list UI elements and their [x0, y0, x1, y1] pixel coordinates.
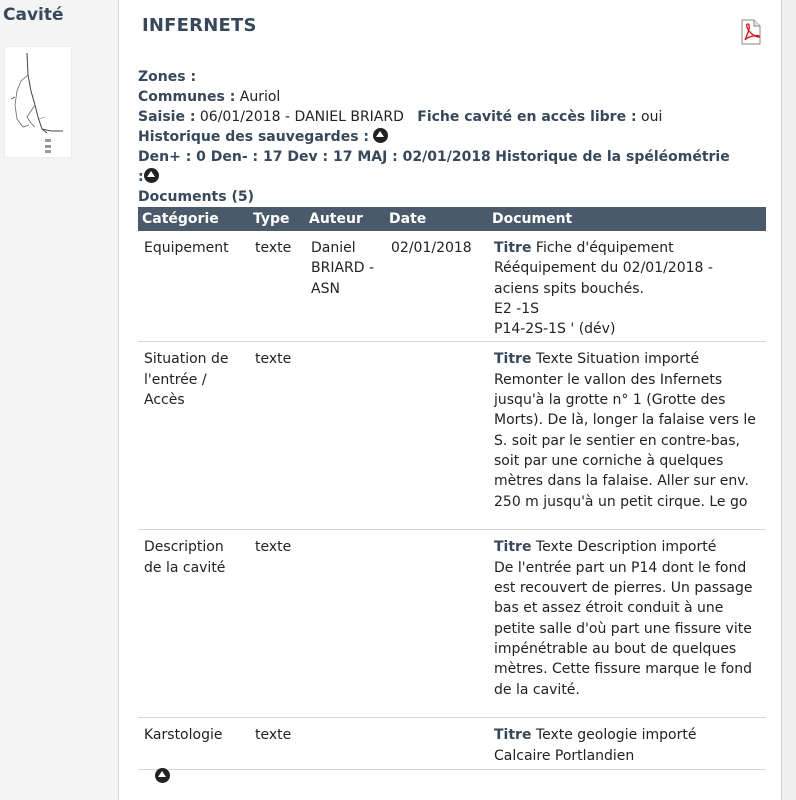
header-type[interactable]: Type: [249, 207, 305, 231]
header-date[interactable]: Date: [385, 207, 488, 231]
saisie-value: 06/01/2018 - DANIEL BRIARD: [199, 109, 404, 125]
stats-row: [138, 147, 730, 167]
table-row: [138, 342, 766, 530]
table-row: [138, 530, 766, 718]
cell-date: [385, 342, 488, 530]
historique-row: [138, 127, 388, 147]
titre-label: Titre: [494, 351, 532, 368]
cell-auteur: [305, 718, 385, 770]
cell-document: [488, 530, 766, 718]
communes-row: [138, 87, 280, 107]
cell-categorie: Equipement: [138, 231, 249, 342]
acces-label: Fiche cavité en accès libre :: [417, 109, 637, 125]
cell-type: texte: [249, 718, 305, 770]
document-text: Rééquipement du 02/01/2018 - aciens spits bouchés. E2 -1S P14-2S-1S ' (dév): [494, 260, 713, 338]
titre-value: Texte Description importé: [535, 539, 717, 556]
speleo-row: [138, 167, 159, 187]
header-categorie[interactable]: Catégorie: [138, 207, 249, 231]
speleo-toggle-icon[interactable]: [144, 168, 159, 183]
sidebar-title: Cavité: [3, 5, 64, 25]
cell-categorie: Description de la cavité: [138, 530, 249, 718]
pdf-icon[interactable]: [739, 19, 763, 45]
communes-value: Auriol: [239, 89, 281, 105]
cell-date: [385, 530, 488, 718]
cell-auteur: Daniel BRIARD - ASN: [305, 231, 385, 342]
zones-label: Zones :: [138, 69, 197, 85]
cave-map-thumbnail[interactable]: [4, 46, 72, 158]
document-text: Calcaire Portlandien: [494, 747, 635, 764]
cell-document: [488, 342, 766, 530]
titre-label: Titre: [494, 240, 532, 256]
speleo-colon: :: [138, 169, 144, 185]
table-header-row: [138, 207, 766, 231]
page-title: INFERNETS: [142, 15, 257, 36]
cell-auteur: [305, 530, 385, 718]
cell-auteur: [305, 342, 385, 530]
cell-categorie: Situation de l'entrée / Accès: [138, 342, 249, 530]
document-text: De l'entrée part un P14 dont le fond est recouvert de pierres. Un passage bas et assez étroit conduit à une petite salle d'où part une fissure vite impénétrable au bout de quelques mètres. Cette fissure marque le fond de la cavité.: [494, 559, 753, 698]
titre-value: Texte Situation importé: [535, 351, 700, 368]
saisie-row: [138, 107, 662, 127]
table-row: [138, 718, 766, 770]
cell-document: [488, 231, 766, 342]
header-auteur[interactable]: Auteur: [305, 207, 385, 231]
document-text: Remonter le vallon des Infernets jusqu'à la grotte n° 1 (Grotte des Morts). De là, longer la falaise vers le S. soit par le sentier en contre-bas, soit par une corniche à quelques mètres dans la falaise. Aller sur env. 250 m jusqu'à un petit cirque. Le go: [494, 371, 756, 510]
acces-value: oui: [641, 109, 663, 125]
stats-value: Den+ : 0 Den- : 17 Dev : 17 MAJ : 02/01/2018: [138, 149, 491, 165]
cell-type: texte: [249, 530, 305, 718]
historique-toggle-icon[interactable]: [373, 128, 388, 143]
scrollbar[interactable]: [781, 0, 796, 800]
cell-type: texte: [249, 231, 305, 342]
cell-type: texte: [249, 342, 305, 530]
titre-label: Titre: [494, 539, 532, 556]
cell-document: [488, 718, 766, 770]
titre-label: Titre: [494, 727, 532, 744]
zones-row: [138, 67, 196, 87]
communes-label: Communes :: [138, 89, 236, 105]
cell-categorie: Karstologie: [138, 718, 249, 770]
cell-date: 02/01/2018: [385, 231, 488, 342]
collapse-documents-icon[interactable]: [155, 768, 170, 783]
documents-table: [138, 207, 766, 770]
documents-title: Documents (5): [138, 189, 254, 205]
titre-value: Fiche d'équipement: [535, 240, 674, 256]
header-document[interactable]: Document: [488, 207, 766, 231]
historique-label: Historique des sauvegardes :: [138, 129, 370, 145]
cell-date: [385, 718, 488, 770]
titre-value: Texte geologie importé: [535, 727, 697, 744]
table-row: [138, 231, 766, 342]
sidebar: [0, 0, 119, 800]
speleo-label: Historique de la spéléométrie: [495, 149, 730, 165]
saisie-label: Saisie :: [138, 109, 196, 125]
